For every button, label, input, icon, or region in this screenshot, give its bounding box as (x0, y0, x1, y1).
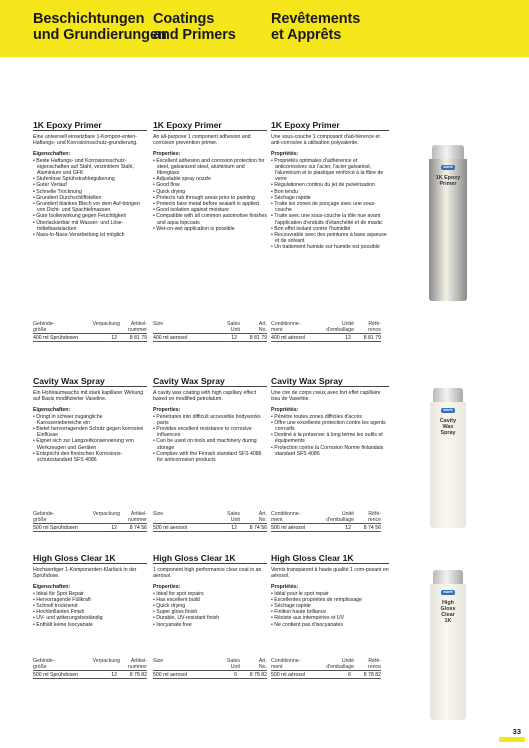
table-cell: 8 81 79 (129, 335, 147, 341)
order-table (271, 510, 381, 532)
product-column-de (33, 553, 147, 678)
property-item: • Un traitement humide sur humide est possible (271, 244, 389, 250)
properties-heading: Properties: (153, 407, 181, 414)
table-cell: 12 (345, 525, 351, 531)
property-item: • Excellent adhesion and corrosion protection for steel, galvanized steel, aluminium and fibreglass (153, 158, 267, 177)
brand-logo: würth (441, 590, 455, 595)
spray-can-image (430, 570, 466, 720)
column-header: Art. No. (258, 511, 267, 524)
properties-heading: Eigenschaften: (33, 151, 71, 158)
order-table (153, 657, 267, 679)
property-item: • Stufenlose Sprühstrahlregulierung (33, 176, 147, 182)
product-description: 1 component high performance clear coat in an aerosol. (153, 567, 262, 580)
product-column-de (33, 376, 147, 531)
table-cell: 8 74 56 (249, 525, 267, 531)
property-item: • Isocyanate free (153, 622, 267, 628)
table-cell: 500 ml aerosol (153, 525, 188, 531)
property-item: • Bon effet isolant contre l'humidité (271, 226, 389, 232)
spray-can-image (430, 388, 466, 528)
property-item: • Adjustable spray nozzle (153, 176, 267, 182)
property-item: • Entspricht den finnischen Korrosions-schutzstandard SFS 4086 (33, 451, 147, 463)
column-header: Unité d'emballage (326, 321, 354, 334)
order-table-header (153, 657, 267, 671)
table-cell: 8 78 82 (249, 672, 267, 678)
table-cell: 12 (111, 672, 117, 678)
product-column-en (153, 120, 267, 341)
property-item: • Complies with the Finnish standard SFS 4086 for anticorrosion products (153, 451, 267, 463)
table-cell: 8 74 56 (363, 525, 381, 531)
order-table (153, 320, 267, 342)
property-item: • Durable, UV-resistant finish (153, 615, 267, 621)
column-header: Conditionne- ment (271, 658, 301, 671)
properties-list (271, 414, 389, 457)
property-item: • Séchage rapide (271, 603, 389, 609)
order-table-header (33, 510, 147, 524)
property-item: • Propriétés optimales d'adhérence et anticorrosives sur l'acier, l'acier galvanisé, l'aluminium et le plastique renforcé à la fibre de verre (271, 158, 389, 183)
table-row (271, 671, 381, 679)
table-cell: 8 81 79 (363, 335, 381, 341)
column-header: Unité d'emballage (326, 658, 354, 671)
page-number: 33 (512, 727, 521, 736)
brand-logo: würth (441, 408, 455, 413)
property-item: • Protects bare metal before sealant is applied (153, 201, 267, 207)
table-cell: 400 ml Sprühdosen (33, 335, 78, 341)
property-item: • Hervorragende Füllkraft (33, 597, 147, 603)
table-cell: 500 ml aerosol (153, 672, 188, 678)
table-cell: 500 ml aérosol (271, 672, 306, 678)
header-title-de: Beschichtungen und Grundierungen (33, 11, 167, 43)
property-item: • Gute Isolierwirkung gegen Feuchtigkeit (33, 213, 147, 219)
properties-heading: Properties: (153, 584, 181, 591)
order-table-header (33, 320, 147, 334)
property-item: • Pénètre toutes zones difficiles d'accès (271, 414, 389, 420)
property-item: • Can be used on tools and machinery during storage (153, 438, 267, 450)
column-header: Artikel- nummer (127, 658, 147, 671)
product-description: A cavity wax coating with high capillary effect based on modified petrolatum. (153, 390, 257, 403)
order-table-header (271, 657, 381, 671)
column-header: Unité d'emballage (326, 511, 354, 524)
property-item: • Überlackierbar mit Wasser- und Löse-mittelbasislacken (33, 220, 147, 232)
product-description: Une cire de corps creux avec fort effet capillaire issu de Vaseline. (271, 390, 381, 403)
property-item: • Traite les zones de ponçage avec une sous-couche (271, 201, 389, 213)
column-header: Gebinde- größe (33, 321, 55, 334)
order-table (33, 320, 147, 342)
property-item: • Good isolation against moisture (153, 207, 267, 213)
table-cell: 8 74 56 (129, 525, 147, 531)
product-description: Une sous-couche 1 composant d'ad-hérence et anti-corrosive à utilisation polyvalente. (271, 134, 380, 147)
column-header: Sales Unit (227, 511, 240, 524)
column-header: Art. No. (258, 658, 267, 671)
property-item: • Destiné à la préserver à long terme les outils et équipements (271, 432, 389, 444)
table-row (153, 524, 267, 532)
table-row (33, 524, 147, 532)
property-item: • Offre une excellente protection contre les agents corrosifs (271, 420, 389, 432)
properties-heading: Propriétés: (271, 584, 299, 591)
properties-list (153, 158, 267, 232)
property-item: • Super gloss finish (153, 609, 267, 615)
properties-heading: Propriétés: (271, 151, 299, 158)
column-header: Verpackung (92, 511, 120, 517)
column-header: Artikel- nummer (127, 321, 147, 334)
product-title: High Gloss Clear 1K (271, 553, 389, 564)
property-item: • Ideal für Spot Repair (33, 591, 147, 597)
brand-logo: würth (441, 165, 455, 170)
table-cell: 12 (231, 525, 237, 531)
table-cell: 12 (111, 335, 117, 341)
table-cell: 8 78 82 (363, 672, 381, 678)
table-cell: 400 ml aerosol (153, 335, 188, 341)
property-item: • Séchage rapide (271, 195, 389, 201)
order-table-header (271, 510, 381, 524)
column-header: Conditionne- ment (271, 511, 301, 524)
order-table-header (153, 320, 267, 334)
property-item: • Grundiert Durchschliffstellen (33, 195, 147, 201)
header-bar (0, 0, 529, 57)
order-table-header (153, 510, 267, 524)
product-column-de (33, 120, 147, 341)
properties-heading: Eigenschaften: (33, 584, 71, 591)
order-table-header (33, 657, 147, 671)
properties-list (33, 414, 147, 464)
spray-can-label: 1K Epoxy Primer (435, 175, 461, 187)
product-description: Eine universell einsetzbare 1-Kompon-enten- Haftungs- und Korrosionsschutz-grundierung. (33, 134, 138, 147)
header-title-fr: Revêtements et Apprêts (271, 11, 361, 43)
column-header: Réfé- rence (368, 511, 381, 524)
properties-list (153, 414, 267, 464)
column-header: Artikel- nummer (127, 511, 147, 524)
product-column-en (153, 553, 267, 678)
order-table (271, 657, 381, 679)
order-table (153, 510, 267, 532)
order-table-header (271, 320, 381, 334)
column-header: Size (153, 511, 164, 517)
table-row (271, 334, 381, 342)
property-item: • Guter Verlauf (33, 182, 147, 188)
table-cell: 500 ml Sprühdosen (33, 672, 78, 678)
table-cell: 6 (234, 672, 237, 678)
property-item: • Résiste aux intempéries et UV (271, 615, 389, 621)
property-item: • Protection contre la Corrosion Norme finlandais standard SFS 4086 (271, 445, 389, 457)
product-title: Cavity Wax Spray (271, 376, 389, 387)
column-header: Sales Unit (227, 658, 240, 671)
property-item: • Bietet hervorragenden Schutz gegen korrosive Einflüsse (33, 426, 147, 438)
table-cell: 12 (231, 335, 237, 341)
property-item: • Quick drying (153, 603, 267, 609)
order-table (33, 657, 147, 679)
table-cell: 8 78 82 (129, 672, 147, 678)
property-item: • Traite avec une sous-couche la tôle nue avant l'application d'enduits d'étanchéité et de mastic (271, 213, 389, 225)
product-description: An all-purpose 1 component adhesion and corrosion prevention primer. (153, 134, 251, 147)
product-title: 1K Epoxy Primer (271, 120, 389, 131)
properties-list (33, 591, 147, 628)
column-header: Verpackung (92, 321, 120, 327)
page-number-bar (499, 737, 525, 742)
property-item: • Schnell trocknend (33, 603, 147, 609)
property-item: • Ideal for spot repairs (153, 591, 267, 597)
column-header: Art. No. (258, 321, 267, 334)
table-row (33, 671, 147, 679)
table-row (271, 524, 381, 532)
property-item: • Régulationen continu du jet de pulvérisation (271, 182, 389, 188)
property-item: • Beste Haftungs- und Korrosionsschutz-eigenschaften auf Stahl, verzinktem Stahl, Aluminium und GFK (33, 158, 147, 177)
product-description: Ein Hohlraumwachs mit stark kapillarer Wirkung auf Basis modifizierter Vaseline. (33, 390, 144, 403)
column-header: Size (153, 321, 164, 327)
spray-can-cap (433, 388, 463, 402)
column-header: Verpackung (92, 658, 120, 664)
product-title: High Gloss Clear 1K (153, 553, 267, 564)
column-header: Réfé- rence (368, 321, 381, 334)
header-title-en: Coatings and Primers (153, 11, 236, 43)
column-header: Conditionne- ment (271, 321, 301, 334)
property-item: • Schnelle Trocknung (33, 189, 147, 195)
property-item: • Excellentes propriétés de remplissage (271, 597, 389, 603)
product-description: Vernis transparent à haute qualité 1 com-posant en aérosol. (271, 567, 389, 580)
spray-can-label: Cavity Wax Spray (439, 418, 457, 436)
properties-list (271, 591, 389, 628)
property-item: • Wet-on-wet application is possible (153, 226, 267, 232)
table-cell: 400 ml aérosol (271, 335, 306, 341)
product-column-fr (271, 120, 389, 341)
property-item: • Ne contient pas d'isocyanates (271, 622, 389, 628)
spray-can-label: High Gloss Clear 1K (440, 600, 456, 624)
property-item: • Grundiert blankes Blech vor dem Auf-bringen von Dicht- und Spachtelmassen (33, 201, 147, 213)
property-item: • Recouvrable avec des peintures à base aqueuse et de solvant (271, 232, 389, 244)
table-row (153, 671, 267, 679)
property-item: • Quick drying (153, 189, 267, 195)
properties-heading: Eigenschaften: (33, 407, 71, 414)
column-header: Gebinde- größe (33, 511, 55, 524)
property-item: • Nass-in-Nass-Verarbeitung ist möglich (33, 232, 147, 238)
table-cell: 500 ml aérosol (271, 525, 306, 531)
product-title: Cavity Wax Spray (153, 376, 267, 387)
column-header: Size (153, 658, 164, 664)
product-column-en (153, 376, 267, 531)
property-item: • Protects rub through areas prior to painting (153, 195, 267, 201)
column-header: Réfé- rence (368, 658, 381, 671)
properties-list (153, 591, 267, 628)
property-item: • Compatible with all common automotive finishes and aqua topcoats (153, 213, 267, 225)
column-header: Gebinde- größe (33, 658, 55, 671)
properties-heading: Properties: (153, 151, 181, 158)
properties-heading: Propriétés: (271, 407, 299, 414)
table-cell: 12 (345, 335, 351, 341)
property-item: • Penetrates into difficult accessible bodyworks parts (153, 414, 267, 426)
property-item: • Dringt in schwer zugängliche Karosseriebereiche ein (33, 414, 147, 426)
product-title: 1K Epoxy Primer (33, 120, 147, 131)
properties-list (33, 158, 147, 239)
property-item: • Enthält keine Isocyanate (33, 622, 147, 628)
property-item: • Eignet sich zur Langzeitkonservierung von Werkzeugen und Geräten (33, 438, 147, 450)
table-cell: 8 81 79 (249, 335, 267, 341)
property-item: • Has excellent build (153, 597, 267, 603)
spray-can-cap (433, 570, 463, 584)
product-description: Hochwertiger 1-Komponenten-Klarlack in der Sprühdose. (33, 567, 137, 580)
table-cell: 500 ml Sprühdosen (33, 525, 78, 531)
column-header: Sales Unit (227, 321, 240, 334)
table-row (33, 334, 147, 342)
table-cell: 12 (111, 525, 117, 531)
order-table (271, 320, 381, 342)
properties-list (271, 158, 389, 251)
property-item: • Idéal pour le spot repair (271, 591, 389, 597)
property-item: • Bon tendu (271, 189, 389, 195)
spray-can-image (429, 145, 467, 301)
table-cell: 6 (348, 672, 351, 678)
product-title: 1K Epoxy Primer (153, 120, 267, 131)
product-title: Cavity Wax Spray (33, 376, 147, 387)
property-item: • Finition haute brillance (271, 609, 389, 615)
table-row (153, 334, 267, 342)
product-title: High Gloss Clear 1K (33, 553, 147, 564)
order-table (33, 510, 147, 532)
product-column-fr (271, 553, 389, 678)
property-item: • Hochbrillantes Finish (33, 609, 147, 615)
product-column-fr (271, 376, 389, 531)
property-item: • UV- und witterungsbeständig (33, 615, 147, 621)
property-item: • Good flow (153, 182, 267, 188)
property-item: • Provides excellent resistance to corrosive influences (153, 426, 267, 438)
spray-can-cap (432, 145, 464, 159)
